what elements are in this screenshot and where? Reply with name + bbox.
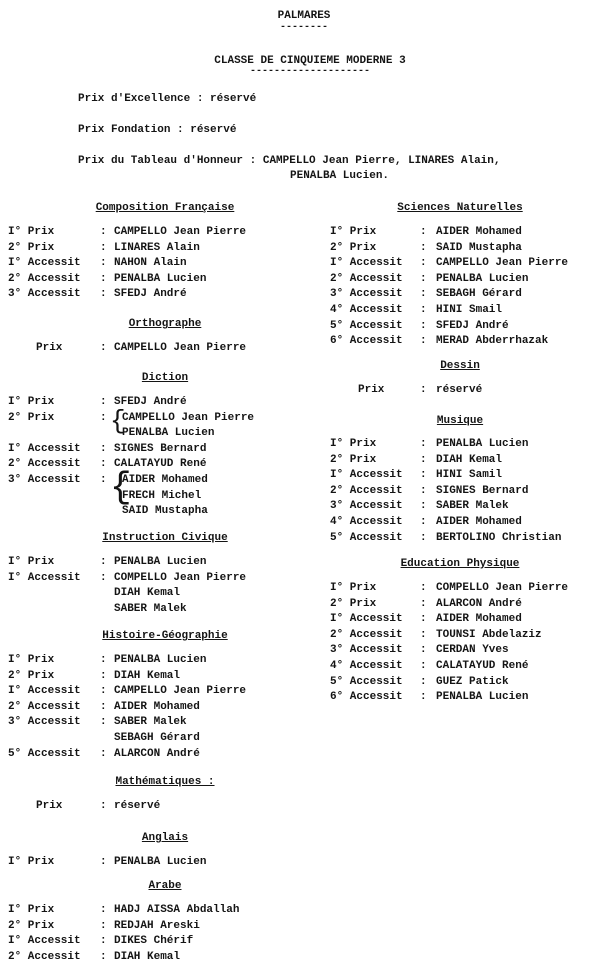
- award-rank: 2° Accessit: [330, 628, 403, 641]
- award-colon: :: [100, 700, 107, 713]
- award-name: FRECH Michel: [122, 489, 202, 502]
- award-name: AIDER Mohamed: [436, 516, 522, 528]
- award-rank: 2° Accessit: [8, 272, 81, 285]
- award-colon: :: [420, 453, 427, 466]
- award-colon: :: [100, 411, 107, 424]
- award-rank: Prix: [36, 800, 63, 812]
- award-rank: 4° Accessit: [330, 660, 403, 672]
- award-name: SABER Malek: [436, 500, 509, 513]
- award-name: DIAH Kemal: [114, 950, 181, 963]
- award-colon: :: [100, 904, 107, 916]
- award-rank: I° Accessit: [8, 257, 81, 270]
- award-name: CALATAYUD René: [436, 660, 529, 672]
- award-colon: :: [420, 597, 427, 610]
- award-name: AIDER Mohamed: [122, 474, 208, 486]
- award-colon: :: [420, 226, 427, 238]
- award-name: PENALBA Lucien: [114, 856, 207, 868]
- award-name: HINI Smail: [436, 304, 503, 316]
- award-rank: 2° Accessit: [8, 950, 81, 963]
- award-name: SIGNES Bernard: [114, 442, 207, 455]
- award-colon: :: [100, 458, 107, 471]
- award-rank: I° Accessit: [330, 257, 403, 270]
- section-heading-orthographe: Orthographe: [128, 318, 202, 330]
- prize-fondation: [78, 124, 236, 136]
- award-rank: I° Accessit: [8, 442, 81, 455]
- award-colon: :: [420, 257, 427, 270]
- award-rank: 2° Prix: [8, 669, 55, 682]
- award-colon: :: [420, 675, 427, 688]
- document-title: PALMARES: [277, 10, 331, 22]
- brace-icon: {: [110, 467, 132, 508]
- award-name: SFEDJ André: [114, 288, 187, 301]
- award-colon: :: [420, 272, 427, 285]
- award-rank: 2° Prix: [330, 597, 377, 610]
- award-name: ALARCON André: [436, 597, 522, 610]
- award-colon: :: [100, 716, 107, 729]
- award-rank: I° Prix: [330, 582, 377, 594]
- award-rank: 2° Prix: [8, 919, 55, 932]
- award-rank: Prix: [36, 342, 63, 354]
- award-rank: 5° Accessit: [330, 531, 403, 544]
- prize-excellence-label: Prix d'Excellence :: [78, 93, 204, 105]
- award-colon: :: [420, 582, 427, 594]
- award-colon: :: [420, 304, 427, 316]
- award-colon: :: [420, 691, 427, 704]
- award-name: CAMPELLO Jean Pierre: [436, 257, 569, 270]
- section-heading-composition-francaise: Composition Française: [95, 202, 235, 214]
- award-rank: 3° Accessit: [330, 644, 403, 657]
- award-colon: :: [100, 571, 107, 584]
- award-colon: :: [420, 628, 427, 641]
- award-name: SABER Malek: [114, 602, 187, 615]
- award-rank: 2° Accessit: [8, 458, 81, 471]
- award-rank: I° Prix: [330, 438, 377, 450]
- award-name: SABER Malek: [114, 716, 187, 729]
- award-colon: :: [100, 288, 107, 301]
- award-name: AIDER Mohamed: [436, 613, 522, 626]
- award-name: réservé: [436, 384, 483, 396]
- award-rank: I° Accessit: [330, 469, 403, 482]
- award-rank: 2° Prix: [8, 411, 55, 424]
- award-name: SAID Mustapha: [436, 241, 522, 254]
- award-rank: 2° Prix: [8, 241, 55, 254]
- section-heading-instruction-civique: Instruction Civique: [102, 532, 228, 544]
- award-colon: :: [100, 935, 107, 948]
- award-colon: :: [420, 516, 427, 528]
- award-name: PENALBA Lucien: [436, 691, 529, 704]
- award-colon: :: [100, 685, 107, 698]
- award-name: AIDER Mohamed: [114, 700, 200, 713]
- prize-tableau-label: Prix du Tableau d'Honneur :: [78, 155, 257, 167]
- award-rank: Prix: [358, 384, 385, 396]
- award-name: DIKES Chérif: [114, 935, 194, 948]
- award-name: CAMPELLO Jean Pierre: [114, 342, 247, 354]
- award-name: ALARCON André: [114, 747, 200, 760]
- award-rank: I° Prix: [8, 226, 55, 238]
- award-colon: :: [100, 747, 107, 760]
- award-colon: :: [100, 442, 107, 455]
- award-colon: :: [100, 856, 107, 868]
- award-colon: :: [100, 257, 107, 270]
- award-name: PENALBA Lucien: [114, 654, 207, 666]
- award-colon: :: [420, 484, 427, 497]
- award-name: COMPELLO Jean Pierre: [114, 571, 247, 584]
- brace-icon: {: [110, 405, 126, 436]
- prize-tableau-value-continued: PENALBA Lucien.: [290, 170, 390, 182]
- award-name: CERDAN Yves: [436, 644, 509, 657]
- award-rank: 3° Accessit: [8, 474, 81, 486]
- award-colon: :: [420, 335, 427, 348]
- section-heading-arabe: Arabe: [148, 880, 182, 892]
- section-heading-education-physique: Education Physique: [400, 558, 520, 570]
- award-colon: :: [420, 288, 427, 301]
- award-colon: :: [420, 660, 427, 672]
- award-rank: 3° Accessit: [330, 500, 403, 513]
- award-colon: :: [100, 241, 107, 254]
- award-rank: 5° Accessit: [330, 319, 403, 332]
- prize-tableau-honneur: [78, 155, 500, 167]
- award-rank: 2° Accessit: [330, 272, 403, 285]
- award-colon: :: [420, 531, 427, 544]
- award-rank: 2° Accessit: [8, 700, 81, 713]
- award-name: DIAH Kemal: [436, 453, 503, 466]
- section-heading-histoire-geographie: Histoire-Géographie: [102, 630, 228, 642]
- prize-fondation-value: réservé: [190, 124, 237, 136]
- award-colon: :: [100, 474, 107, 486]
- award-colon: :: [100, 272, 107, 285]
- award-colon: :: [100, 950, 107, 963]
- title-underline: --------: [279, 22, 328, 33]
- prize-fondation-label: Prix Fondation :: [78, 124, 184, 136]
- award-name: DIAH Kemal: [114, 587, 181, 600]
- award-colon: :: [420, 469, 427, 482]
- award-colon: :: [100, 556, 107, 568]
- award-name: PENALBA Lucien: [114, 556, 207, 568]
- award-name: COMPELLO Jean Pierre: [436, 582, 569, 594]
- award-rank: 2° Accessit: [330, 484, 403, 497]
- award-name: SFEDJ André: [436, 319, 509, 332]
- award-rank: 3° Accessit: [8, 716, 81, 729]
- award-rank: 6° Accessit: [330, 691, 403, 704]
- class-title: CLASSE DE CINQUIEME MODERNE 3: [214, 55, 406, 67]
- award-rank: 2° Prix: [330, 453, 377, 466]
- award-rank: I° Accessit: [8, 935, 81, 948]
- award-colon: :: [420, 241, 427, 254]
- award-name: BERTOLINO Christian: [436, 531, 562, 544]
- award-colon: :: [420, 500, 427, 513]
- award-rank: 3° Accessit: [330, 288, 403, 301]
- award-name: PENALBA Lucien: [436, 438, 529, 450]
- award-rank: 2° Prix: [330, 241, 377, 254]
- award-rank: I° Prix: [8, 556, 55, 568]
- prize-excellence: [78, 93, 256, 105]
- prize-excellence-value: réservé: [210, 93, 257, 105]
- award-colon: :: [100, 342, 107, 354]
- award-name: CAMPELLO Jean Pierre: [122, 411, 255, 424]
- section-heading-mathematiques: Mathématiques :: [115, 776, 215, 788]
- award-name: AIDER Mohamed: [436, 226, 522, 238]
- award-name: PENALBA Lucien: [114, 272, 207, 285]
- award-rank: 6° Accessit: [330, 335, 403, 348]
- award-name: GUEZ Patick: [436, 675, 509, 688]
- award-name: DIAH Kemal: [114, 669, 181, 682]
- award-colon: :: [420, 438, 427, 450]
- award-rank: 3° Accessit: [8, 288, 81, 301]
- award-colon: :: [100, 800, 107, 812]
- award-colon: :: [100, 919, 107, 932]
- award-rank: 4° Accessit: [330, 516, 403, 528]
- award-name: SFEDJ André: [114, 396, 187, 408]
- section-heading-anglais: Anglais: [141, 832, 189, 844]
- award-colon: :: [100, 669, 107, 682]
- award-rank: 4° Accessit: [330, 304, 403, 316]
- class-title-underline: --------------------: [249, 66, 371, 77]
- award-rank: 5° Accessit: [330, 675, 403, 688]
- award-rank: I° Accessit: [8, 571, 81, 584]
- award-name: LINARES Alain: [114, 241, 200, 254]
- award-rank: I° Prix: [8, 654, 55, 666]
- section-heading-diction: Diction: [141, 372, 189, 384]
- award-name: SIGNES Bernard: [436, 484, 529, 497]
- award-rank: I° Prix: [330, 226, 377, 238]
- award-name: SEBAGH Gérard: [436, 288, 522, 301]
- award-name: HINI Samil: [436, 469, 503, 482]
- award-name: TOUNSI Abdelaziz: [436, 628, 542, 641]
- award-name: HADJ AISSA Abdallah: [114, 904, 240, 916]
- award-name: MERAD Abderrhazak: [436, 335, 549, 348]
- award-name: PENALBA Lucien: [122, 427, 215, 440]
- award-rank: I° Prix: [8, 856, 55, 868]
- award-name: REDJAH Areski: [114, 919, 200, 932]
- award-colon: :: [420, 644, 427, 657]
- section-heading-sciences-naturelles: Sciences Naturelles: [397, 202, 523, 214]
- award-colon: :: [420, 319, 427, 332]
- award-rank: I° Accessit: [8, 685, 81, 698]
- award-rank: I° Accessit: [330, 613, 403, 626]
- award-name: CAMPELLO Jean Pierre: [114, 685, 247, 698]
- section-heading-dessin: Dessin: [440, 360, 480, 372]
- award-colon: :: [420, 384, 427, 396]
- award-colon: :: [100, 654, 107, 666]
- award-colon: :: [420, 613, 427, 626]
- award-name: SEBAGH Gérard: [114, 731, 200, 744]
- award-rank: I° Prix: [8, 904, 55, 916]
- award-name: PENALBA Lucien: [436, 272, 529, 285]
- award-name: NAHON Alain: [114, 257, 187, 270]
- award-name: SAID Mustapha: [122, 505, 208, 518]
- prize-tableau-value: CAMPELLO Jean Pierre, LINARES Alain,: [262, 155, 501, 167]
- award-rank: 5° Accessit: [8, 747, 81, 760]
- award-rank: I° Prix: [8, 396, 55, 408]
- award-name: réservé: [114, 800, 161, 812]
- award-colon: :: [100, 396, 107, 408]
- section-heading-musique: Musique: [436, 415, 484, 427]
- award-name: CAMPELLO Jean Pierre: [114, 226, 247, 238]
- award-name: CALATAYUD René: [114, 458, 207, 471]
- award-colon: :: [100, 226, 107, 238]
